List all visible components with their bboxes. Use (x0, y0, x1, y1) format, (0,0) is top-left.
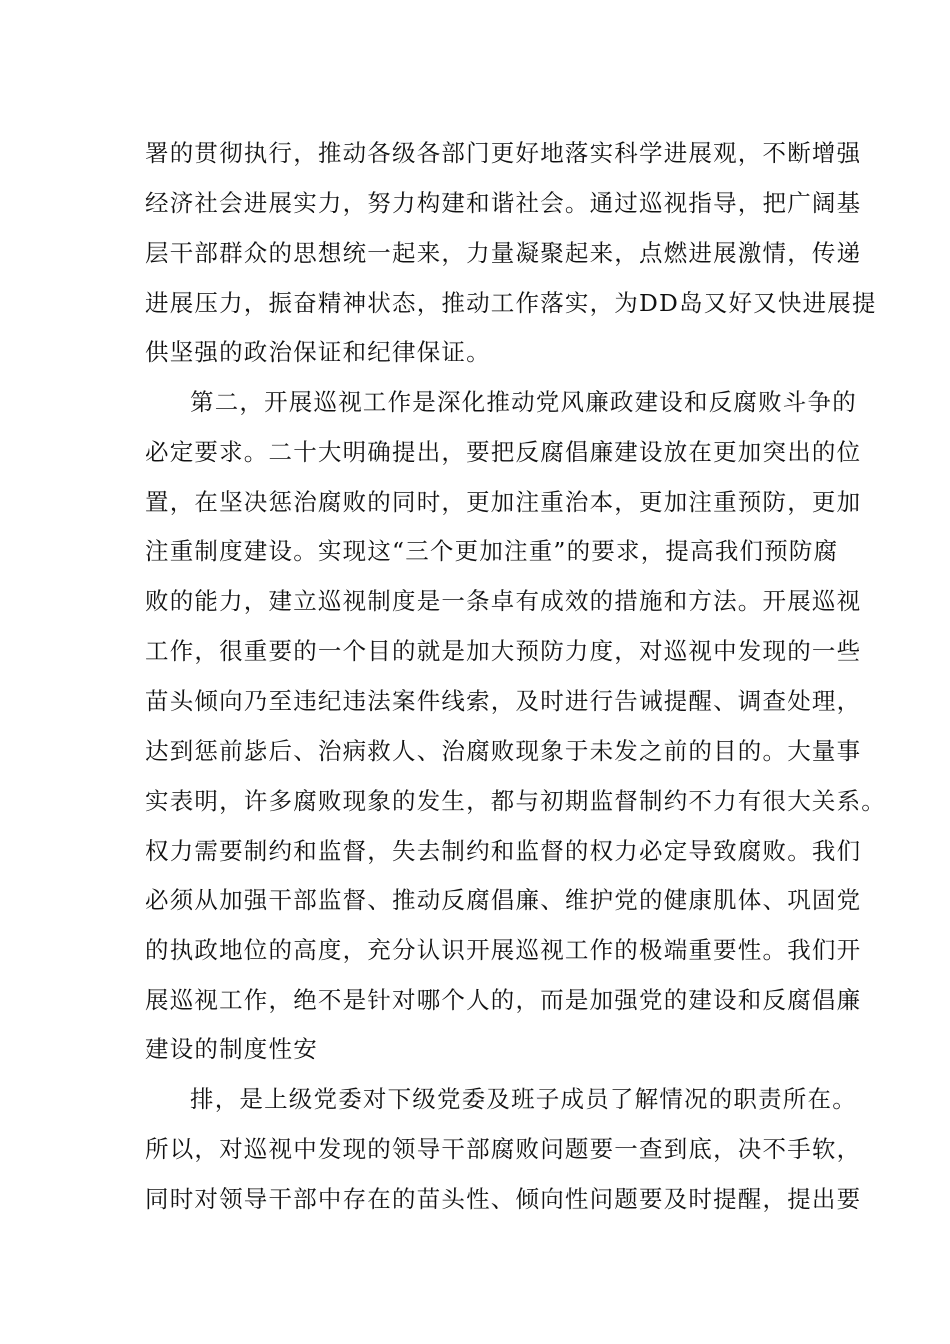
text-line: 建设的制度性安 (145, 1035, 318, 1063)
text-line: 置，在坚决惩治腐败的同时，更加注重治本，更加注重预防，更加 (145, 488, 862, 516)
text-line: 必定要求。二十大明确提出，要把反腐倡廉建设放在更加突出的位 (145, 438, 862, 466)
text-line: 达到惩前毖后、治病救人、治腐败现象于未发之前的目的。大量事 (145, 737, 862, 765)
text-line: 的执政地位的高度，充分认识开展巡视工作的极端重要性。我们开 (145, 936, 862, 964)
text-line: 败的能力，建立巡视制度是一条卓有成效的措施和方法。开展巡视 (145, 587, 862, 615)
paragraph-start-line: 第二，开展巡视工作是深化推动党风廉政建设和反腐败斗争的 (190, 388, 857, 416)
text-line: 署的贯彻执行，推动各级各部门更好地落实科学进展观，不断增强 (145, 139, 862, 167)
text-line: 同时对领导干部中存在的苗头性、倾向性问题要及时提醒，提出要 (145, 1185, 862, 1213)
text-line: 实表明，许多腐败现象的发生，都与初期监督制约不力有很大关系。 (145, 787, 886, 815)
text-line: 必须从加强干部监督、推动反腐倡廉、维护党的健康肌体、巩固党 (145, 886, 862, 914)
text-line: 经济社会进展实力，努力构建和谐社会。通过巡视指导，把广阔基 (145, 189, 862, 217)
text-line: 所以，对巡视中发现的领导干部腐败问题要一查到底，决不手软， (145, 1135, 862, 1163)
paragraph-start-line: 排，是上级党委对下级党委及班子成员了解情况的职责所在。 (190, 1085, 857, 1113)
text-line: 工作，很重要的一个目的就是加大预防力度，对巡视中发现的一些 (145, 637, 862, 665)
text-line: 展巡视工作，绝不是针对哪个人的，而是加强党的建设和反腐倡廉 (145, 986, 862, 1014)
text-line: 供坚强的政治保证和纪律保证。 (145, 338, 491, 366)
text-line: 进展压力，振奋精神状态，推动工作落实，为DD岛又好又快进展提 (145, 289, 877, 317)
text-line: 权力需要制约和监督，失去制约和监督的权力必定导致腐败。我们 (145, 837, 862, 865)
text-line: 苗头倾向乃至违纪违法案件线索，及时进行告诫提醒、调查处理， (145, 687, 862, 715)
text-line: 层干部群众的思想统一起来，力量凝聚起来，点燃进展激情，传递 (145, 239, 862, 267)
text-line: 注重制度建设。实现这“三个更加注重”的要求，提高我们预防腐 (145, 537, 839, 565)
